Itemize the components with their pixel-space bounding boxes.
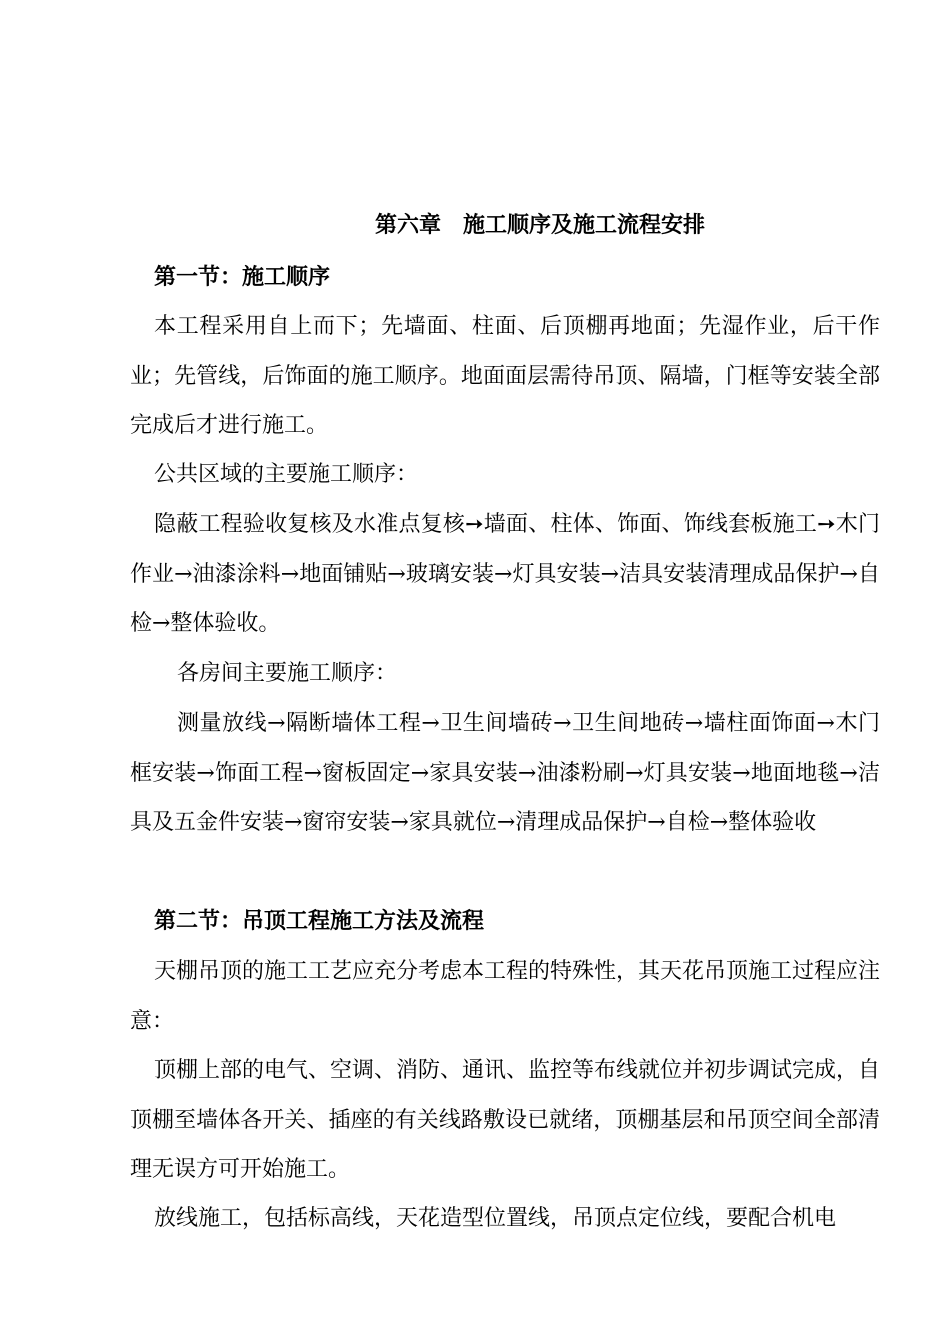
chapter-title: 第六章 施工顺序及施工流程安排 xyxy=(374,212,705,238)
section1-paragraph-3: 隐蔽工程验收复核及水准点复核➙墙面、柱体、饰面、饰线套板施工➙木门作业→油漆涂料→地面铺贴→玻璃安装→灯具安装→洁具安装清理成品保护→自检→整体验收。 xyxy=(130,512,880,636)
section2-paragraph-3: 放线施工，包括标高线，天花造型位置线，吊顶点定位线，要配合机电 xyxy=(154,1206,837,1231)
section2-heading: 第二节：吊顶工程施工方法及流程 xyxy=(154,908,485,934)
section1-paragraph-5: 测量放线→隔断墙体工程→卫生间墙砖→卫生间地砖→墙柱面饰面→木门框安装→饰面工程→窗板固定→家具安装→油漆粉刷→灯具安装→地面地毯→洁具及五金件安装→窗帘安装→家具就位→清理成品保护→自检→整体验收 xyxy=(130,711,880,835)
section1-heading: 第一节：施工顺序 xyxy=(154,264,331,290)
section1-paragraph-2: 公共区域的主要施工顺序： xyxy=(154,462,419,487)
section2-paragraph-1: 天棚吊顶的施工工艺应充分考虑本工程的特殊性，其天花吊顶施工过程应注意： xyxy=(130,959,881,1034)
section1-paragraph-4: 各房间主要施工顺序： xyxy=(177,661,398,686)
section1-paragraph-1: 本工程采用自上而下；先墙面、柱面、后顶棚再地面；先湿作业，后干作业；先管线，后饰面的施工顺序。地面面层需待吊顶、隔墙，门框等安装全部完成后才进行施工。 xyxy=(130,314,880,438)
section2-paragraph-2: 顶棚上部的电气、空调、消防、通讯、监控等布线就位并初步调试完成，自顶棚至墙体各开关、插座的有关线路敷设已就绪，顶棚基层和吊顶空间全部清理无误方可开始施工。 xyxy=(130,1058,881,1182)
